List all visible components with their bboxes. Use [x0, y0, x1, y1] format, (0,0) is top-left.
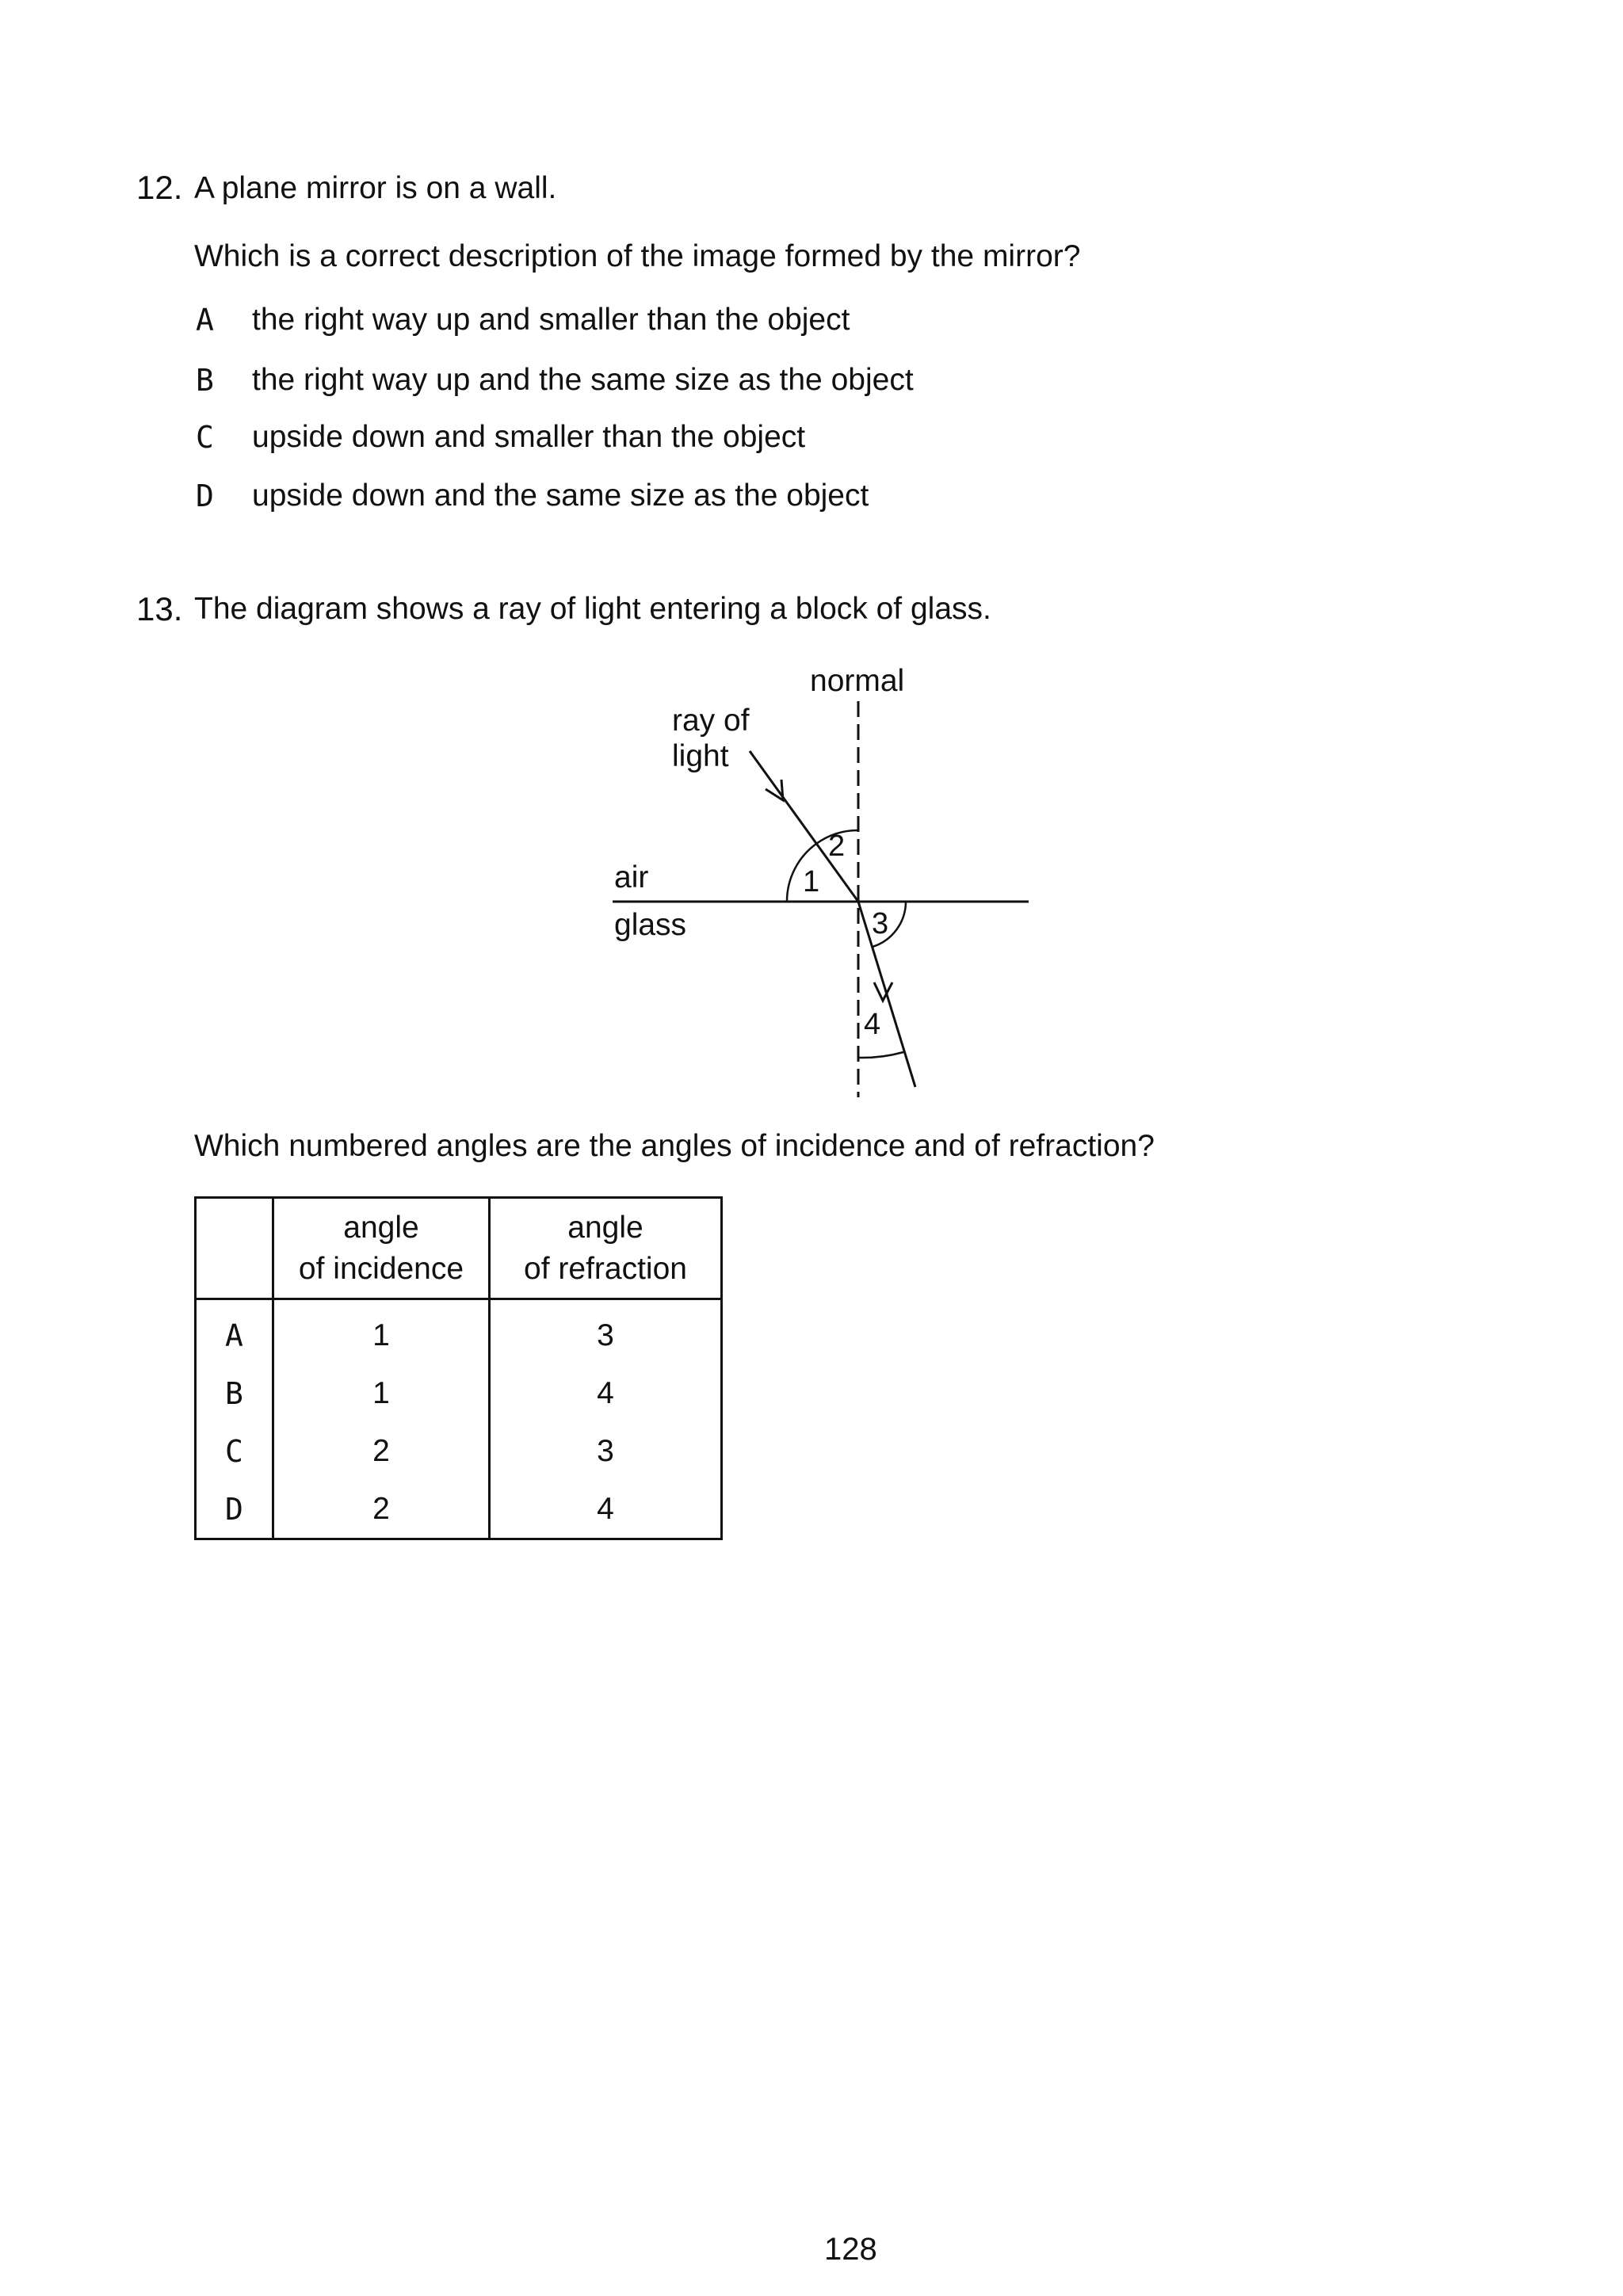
air-label: air — [614, 860, 649, 894]
question-12-stem: A plane mirror is on a wall. — [194, 171, 557, 205]
table-row — [196, 1364, 722, 1422]
angle-4-arc — [858, 1052, 903, 1058]
page-number: 128 — [824, 2232, 877, 2267]
header-incidence-line1: angle — [343, 1210, 419, 1245]
refraction-cell: 3 — [490, 1422, 722, 1480]
row-letter: A — [196, 1299, 273, 1365]
refraction-cell: 4 — [490, 1364, 722, 1422]
angle-2-label: 2 — [828, 830, 846, 863]
option-text-c: upside down and smaller than the object — [252, 420, 806, 454]
question-12-prompt: Which is a correct description of the image formed by the mirror? — [194, 239, 1081, 273]
header-refraction-line2: of refraction — [524, 1251, 687, 1286]
normal-label: normal — [810, 664, 905, 698]
table-row — [196, 1422, 722, 1480]
row-letter: D — [196, 1480, 273, 1539]
option-letter-c: C — [196, 420, 214, 455]
question-13-prompt: Which numbered angles are the angles of incidence and of refraction? — [194, 1129, 1155, 1163]
row-letter: B — [196, 1364, 273, 1422]
header-refraction-line1: angle — [567, 1210, 643, 1245]
glass-label: glass — [614, 908, 687, 942]
header-angle-of-incidence — [273, 1198, 490, 1299]
angle-3-label: 3 — [872, 907, 889, 940]
question-12-number: 12. — [136, 169, 183, 206]
question-13-number: 13. — [136, 590, 183, 627]
option-text-b: the right way up and the same size as the object — [252, 363, 914, 397]
option-letter-a: A — [196, 303, 214, 338]
header-incidence-line2: of incidence — [298, 1251, 464, 1286]
table-row — [196, 1480, 722, 1539]
option-letter-b: B — [196, 363, 214, 398]
angle-4-label: 4 — [864, 1008, 881, 1041]
incidence-cell: 1 — [273, 1364, 490, 1422]
incidence-cell: 1 — [273, 1299, 490, 1365]
ray-label-line1: ray of — [672, 704, 750, 738]
incident-ray-arrowhead — [766, 780, 783, 800]
incidence-cell: 2 — [273, 1422, 490, 1480]
option-text-d: upside down and the same size as the object — [252, 479, 869, 513]
answer-table — [194, 1196, 723, 1540]
refraction-cell: 4 — [490, 1480, 722, 1539]
option-letter-d: D — [196, 479, 214, 513]
angle-1-label: 1 — [803, 865, 820, 898]
refraction-cell: 3 — [490, 1299, 722, 1365]
table-row — [196, 1299, 722, 1365]
row-letter: C — [196, 1422, 273, 1480]
option-text-a: the right way up and smaller than the object — [252, 303, 850, 337]
header-empty-cell — [196, 1198, 273, 1299]
table-header-row — [196, 1198, 722, 1299]
incidence-cell: 2 — [273, 1480, 490, 1539]
question-13-stem: The diagram shows a ray of light entering a block of glass. — [194, 592, 991, 626]
header-angle-of-refraction — [490, 1198, 722, 1299]
ray-label-line2: light — [672, 739, 729, 773]
